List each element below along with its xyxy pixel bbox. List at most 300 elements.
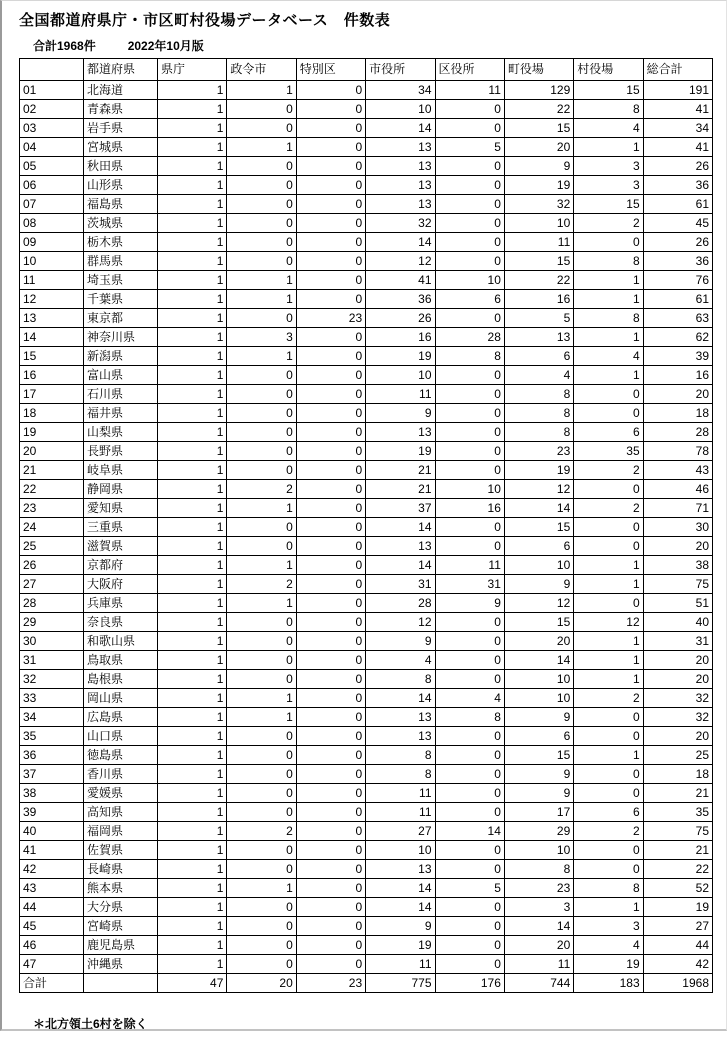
table-row [20,347,713,366]
count-cell: 19 [504,461,573,480]
prefecture-name-cell: 鹿児島県 [84,936,158,955]
count-cell: 0 [227,366,296,385]
count-cell: 4 [574,936,643,955]
prefecture-name-cell: 栃木県 [84,233,158,252]
count-cell: 9 [504,575,573,594]
count-cell: 0 [574,708,643,727]
table-row [20,138,713,157]
count-cell: 11 [366,784,435,803]
count-cell: 1 [158,404,227,423]
count-cell: 41 [366,271,435,290]
count-cell: 28 [435,328,504,347]
count-cell: 15 [504,746,573,765]
count-cell: 0 [227,518,296,537]
count-cell: 1 [227,347,296,366]
table-row [20,613,713,632]
count-cell: 0 [227,100,296,119]
table-row [20,917,713,936]
table-row [20,366,713,385]
count-cell: 31 [366,575,435,594]
count-cell: 31 [435,575,504,594]
column-header: 総合計 [643,59,712,81]
count-cell: 23 [504,879,573,898]
count-cell: 0 [227,423,296,442]
count-cell: 14 [366,233,435,252]
table-header-row [20,59,713,81]
count-cell: 0 [574,784,643,803]
count-cell: 10 [366,841,435,860]
count-cell: 0 [435,917,504,936]
count-cell: 0 [227,632,296,651]
count-cell: 21 [643,784,712,803]
count-cell: 6 [574,423,643,442]
count-cell: 76 [643,271,712,290]
count-cell: 1 [158,271,227,290]
count-cell: 176 [435,974,504,993]
table-row [20,594,713,613]
prefecture-name-cell: 奈良県 [84,613,158,632]
count-cell: 0 [296,689,365,708]
count-cell: 42 [643,955,712,974]
count-cell: 3 [574,157,643,176]
count-cell: 11 [366,955,435,974]
count-cell: 1 [158,594,227,613]
prefecture-name-cell: 東京都 [84,309,158,328]
count-cell: 1 [227,594,296,613]
count-cell: 0 [296,423,365,442]
count-cell: 29 [504,822,573,841]
count-cell: 16 [504,290,573,309]
count-cell: 0 [435,195,504,214]
table-row [20,537,713,556]
count-cell: 0 [435,727,504,746]
count-cell: 0 [227,784,296,803]
count-cell: 0 [296,670,365,689]
count-cell: 8 [366,670,435,689]
count-cell: 13 [366,860,435,879]
count-cell: 1 [227,271,296,290]
count-cell: 4 [435,689,504,708]
count-cell: 12 [504,480,573,499]
prefecture-name-cell: 鳥取県 [84,651,158,670]
count-cell: 0 [296,195,365,214]
count-cell: 2 [574,499,643,518]
count-cell: 13 [366,176,435,195]
table-row [20,746,713,765]
count-cell: 1 [574,575,643,594]
count-cell: 744 [504,974,573,993]
row-code-cell: 19 [20,423,84,442]
count-cell: 45 [643,214,712,233]
count-cell: 1 [158,727,227,746]
count-cell: 28 [366,594,435,613]
count-cell: 14 [504,651,573,670]
prefecture-name-cell: 山梨県 [84,423,158,442]
column-header: 政令市 [227,59,296,81]
count-cell: 32 [504,195,573,214]
table-row [20,860,713,879]
prefecture-name-cell: 岐阜県 [84,461,158,480]
count-cell: 0 [296,366,365,385]
prefecture-name-cell: 岩手県 [84,119,158,138]
count-cell: 1 [158,575,227,594]
prefecture-name-cell: 茨城県 [84,214,158,233]
count-cell: 0 [296,100,365,119]
count-cell: 0 [227,765,296,784]
count-cell: 14 [366,898,435,917]
count-cell: 1 [227,708,296,727]
count-cell: 47 [158,974,227,993]
row-code-cell: 01 [20,81,84,100]
count-cell: 1 [158,138,227,157]
count-cell: 15 [504,252,573,271]
count-cell: 2 [574,461,643,480]
count-cell: 6 [574,803,643,822]
count-cell: 0 [227,613,296,632]
table-row [20,784,713,803]
count-cell: 0 [296,784,365,803]
count-cell: 8 [504,423,573,442]
count-cell: 20 [643,537,712,556]
column-header: 町役場 [504,59,573,81]
count-cell: 15 [504,613,573,632]
count-cell: 0 [227,537,296,556]
count-cell: 0 [227,252,296,271]
count-cell: 0 [227,176,296,195]
count-cell: 20 [643,727,712,746]
count-cell: 37 [366,499,435,518]
table-body [20,81,713,993]
table-row [20,252,713,271]
count-cell: 13 [366,195,435,214]
table-row [20,385,713,404]
count-cell: 1 [158,366,227,385]
count-cell: 36 [643,176,712,195]
count-cell: 0 [227,898,296,917]
table-row [20,556,713,575]
count-cell: 1 [158,746,227,765]
prefecture-name-cell: 長崎県 [84,860,158,879]
table-row [20,632,713,651]
count-cell: 1 [574,898,643,917]
row-code-cell: 07 [20,195,84,214]
count-cell: 9 [435,594,504,613]
count-cell: 1 [158,784,227,803]
row-code-cell: 16 [20,366,84,385]
prefecture-name-cell: 佐賀県 [84,841,158,860]
count-cell: 0 [435,385,504,404]
count-cell: 129 [504,81,573,100]
count-cell: 2 [574,689,643,708]
count-cell: 9 [366,917,435,936]
row-code-cell: 42 [20,860,84,879]
count-cell: 0 [296,233,365,252]
count-cell: 61 [643,290,712,309]
count-cell: 1 [574,651,643,670]
count-cell: 18 [643,765,712,784]
count-cell: 0 [296,81,365,100]
count-cell: 19 [574,955,643,974]
table-row [20,271,713,290]
column-header: 市役所 [366,59,435,81]
row-code-cell: 29 [20,613,84,632]
row-code-cell: 21 [20,461,84,480]
count-cell: 1 [158,632,227,651]
row-code-cell: 28 [20,594,84,613]
count-cell: 1 [158,765,227,784]
count-cell: 13 [366,157,435,176]
count-cell: 15 [574,195,643,214]
prefecture-name-cell: 福島県 [84,195,158,214]
table-row [20,81,713,100]
count-cell: 0 [296,271,365,290]
count-cell: 21 [366,461,435,480]
count-cell: 23 [296,974,365,993]
count-cell: 0 [296,214,365,233]
row-code-cell: 44 [20,898,84,917]
table-row [20,461,713,480]
count-cell: 1 [574,556,643,575]
count-cell: 1 [158,822,227,841]
table-row [20,765,713,784]
count-cell: 1 [227,138,296,157]
count-cell: 9 [504,765,573,784]
count-cell: 1 [158,499,227,518]
row-code-cell: 10 [20,252,84,271]
prefecture-name-cell: 北海道 [84,81,158,100]
count-cell: 0 [435,632,504,651]
count-cell: 14 [366,879,435,898]
count-cell: 36 [643,252,712,271]
prefecture-name-cell: 京都府 [84,556,158,575]
count-cell: 1 [158,556,227,575]
count-cell: 2 [227,822,296,841]
table-row [20,157,713,176]
count-cell: 13 [366,423,435,442]
count-cell: 0 [296,252,365,271]
count-cell: 0 [574,385,643,404]
count-cell: 0 [296,499,365,518]
count-cell: 46 [643,480,712,499]
count-cell: 22 [504,271,573,290]
count-cell: 0 [296,613,365,632]
count-cell: 1 [158,328,227,347]
count-cell: 41 [643,138,712,157]
count-cell: 0 [296,461,365,480]
row-code-cell: 45 [20,917,84,936]
count-cell: 1 [574,366,643,385]
table-row [20,233,713,252]
count-cell: 1 [574,670,643,689]
count-cell: 8 [504,860,573,879]
row-code-cell: 46 [20,936,84,955]
table-row [20,822,713,841]
prefecture-name-cell: 滋賀県 [84,537,158,556]
count-cell: 17 [504,803,573,822]
prefecture-name-cell: 広島県 [84,708,158,727]
prefecture-name-cell: 神奈川県 [84,328,158,347]
count-cell: 52 [643,879,712,898]
count-cell: 1 [227,879,296,898]
count-cell: 0 [296,822,365,841]
count-cell: 0 [227,442,296,461]
count-cell: 1 [158,860,227,879]
count-cell: 0 [574,233,643,252]
count-cell: 8 [504,385,573,404]
page-title: 全国都道府県庁・市区町村役場データベース 件数表 [19,12,391,29]
prefecture-name-cell: 大分県 [84,898,158,917]
table-row [20,423,713,442]
count-cell: 26 [366,309,435,328]
count-cell: 0 [296,347,365,366]
row-code-cell: 17 [20,385,84,404]
count-cell: 1 [158,936,227,955]
prefecture-name-cell: 静岡県 [84,480,158,499]
count-cell: 0 [227,651,296,670]
count-cell: 14 [366,556,435,575]
count-cell: 0 [296,765,365,784]
count-cell: 32 [366,214,435,233]
count-cell: 1 [158,917,227,936]
count-cell: 0 [574,480,643,499]
count-cell: 5 [504,309,573,328]
count-cell: 1 [158,955,227,974]
count-cell: 8 [574,100,643,119]
count-cell: 22 [504,100,573,119]
row-code-cell: 25 [20,537,84,556]
table-row [20,841,713,860]
count-cell: 0 [296,176,365,195]
count-cell: 0 [227,119,296,138]
count-cell: 14 [366,518,435,537]
count-cell: 0 [435,746,504,765]
count-cell: 11 [504,955,573,974]
table-row [20,879,713,898]
count-cell: 10 [366,100,435,119]
count-cell: 0 [296,651,365,670]
count-cell: 0 [435,119,504,138]
count-cell: 75 [643,575,712,594]
count-cell: 9 [504,784,573,803]
count-cell: 2 [574,822,643,841]
count-cell: 0 [296,917,365,936]
count-cell: 0 [435,366,504,385]
prefecture-name-cell: 島根県 [84,670,158,689]
row-code-cell: 33 [20,689,84,708]
count-cell: 4 [574,347,643,366]
prefecture-name-cell: 岡山県 [84,689,158,708]
count-cell: 0 [296,803,365,822]
total-row [20,974,713,993]
count-cell: 1 [158,347,227,366]
count-cell: 0 [227,955,296,974]
count-cell: 0 [574,727,643,746]
count-cell: 1 [158,385,227,404]
row-code-cell: 43 [20,879,84,898]
count-cell: 1 [574,746,643,765]
count-cell: 1 [158,119,227,138]
prefecture-name-cell: 新潟県 [84,347,158,366]
count-cell: 1 [158,841,227,860]
count-cell: 0 [296,860,365,879]
count-cell: 0 [574,841,643,860]
count-cell: 71 [643,499,712,518]
version-label: 2022年10月版 [127,39,204,53]
prefecture-name-cell: 三重県 [84,518,158,537]
count-cell: 1 [158,100,227,119]
prefecture-name-cell: 宮崎県 [84,917,158,936]
count-cell: 19 [366,936,435,955]
count-cell: 0 [435,898,504,917]
count-cell: 10 [435,480,504,499]
count-cell: 0 [296,385,365,404]
prefecture-name-cell: 愛知県 [84,499,158,518]
count-cell: 1 [158,613,227,632]
count-cell: 2 [574,214,643,233]
row-code-cell: 18 [20,404,84,423]
count-cell: 0 [574,518,643,537]
count-cell: 0 [574,860,643,879]
row-code-cell: 24 [20,518,84,537]
count-cell: 11 [366,803,435,822]
count-cell: 0 [296,632,365,651]
row-code-cell: 36 [20,746,84,765]
table-row [20,689,713,708]
row-code-cell: 14 [20,328,84,347]
count-cell: 1 [158,252,227,271]
count-cell: 0 [227,670,296,689]
table-row [20,955,713,974]
count-cell: 0 [435,936,504,955]
row-code-cell: 31 [20,651,84,670]
count-cell: 34 [366,81,435,100]
footnote: ＊北方領土6村を除く [33,1017,148,1031]
count-cell: 1 [158,176,227,195]
row-code-cell: 06 [20,176,84,195]
count-cell: 13 [366,537,435,556]
row-code-cell: 22 [20,480,84,499]
count-cell: 0 [227,461,296,480]
count-cell: 0 [574,765,643,784]
prefecture-name-cell: 兵庫県 [84,594,158,613]
prefecture-name-cell: 宮城県 [84,138,158,157]
count-cell: 0 [435,651,504,670]
count-cell: 8 [504,404,573,423]
prefecture-name-cell: 和歌山県 [84,632,158,651]
prefecture-name-cell: 福井県 [84,404,158,423]
count-cell: 3 [574,917,643,936]
count-cell: 0 [227,233,296,252]
count-cell: 11 [435,556,504,575]
count-cell: 14 [504,917,573,936]
count-cell: 1 [158,423,227,442]
count-cell: 12 [366,613,435,632]
count-cell: 2 [227,575,296,594]
count-cell: 19 [366,442,435,461]
row-code-cell: 26 [20,556,84,575]
prefecture-name-cell [84,974,158,993]
count-cell: 1 [158,309,227,328]
table-row [20,651,713,670]
count-cell: 775 [366,974,435,993]
count-cell: 0 [227,936,296,955]
count-cell: 0 [574,594,643,613]
count-cell: 0 [435,214,504,233]
count-cell: 0 [227,195,296,214]
count-cell: 1 [574,290,643,309]
count-cell: 1 [158,442,227,461]
count-cell: 0 [435,309,504,328]
